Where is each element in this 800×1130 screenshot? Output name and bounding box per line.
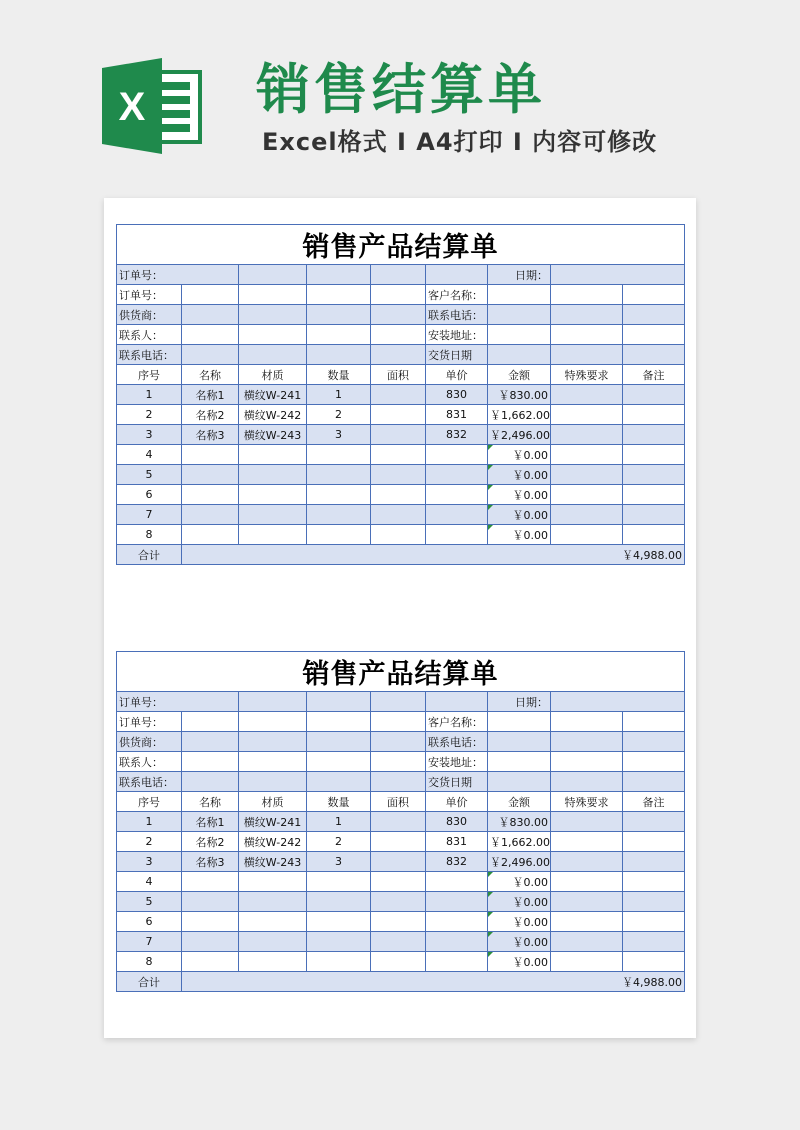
- row-special[interactable]: [551, 485, 623, 505]
- row-no: 8: [117, 952, 182, 972]
- order-no-cell[interactable]: [426, 692, 488, 712]
- row-area[interactable]: [371, 832, 426, 852]
- settlement-form-1: [116, 224, 684, 565]
- info-right-label: 安装地址：: [426, 325, 488, 345]
- col-header-remark: 备注: [623, 792, 685, 812]
- row-price[interactable]: 832: [426, 425, 488, 445]
- order-no-label: 订单号：: [117, 692, 239, 712]
- order-no-cell[interactable]: [307, 265, 371, 285]
- row-material[interactable]: [239, 932, 307, 952]
- total-value: ￥4,988.00: [182, 545, 685, 565]
- row-no: 6: [117, 912, 182, 932]
- row-price[interactable]: [426, 525, 488, 545]
- info-cell[interactable]: [239, 712, 307, 732]
- total-row: [117, 545, 685, 565]
- row-area[interactable]: [371, 465, 426, 485]
- order-no-cell[interactable]: [239, 692, 307, 712]
- row-area[interactable]: [371, 932, 426, 952]
- info-right-label: 联系电话：: [426, 732, 488, 752]
- row-price[interactable]: [426, 445, 488, 465]
- row-special[interactable]: [551, 465, 623, 485]
- row-special[interactable]: [551, 892, 623, 912]
- row-remark[interactable]: [623, 912, 685, 932]
- row-special[interactable]: [551, 872, 623, 892]
- row-no: 8: [117, 525, 182, 545]
- info-cell[interactable]: [307, 772, 371, 792]
- info-cell[interactable]: [239, 305, 307, 325]
- row-area[interactable]: [371, 952, 426, 972]
- info-cell[interactable]: [371, 732, 426, 752]
- info-cell[interactable]: [623, 285, 685, 305]
- row-remark[interactable]: [623, 425, 685, 445]
- info-cell[interactable]: [488, 772, 551, 792]
- info-cell[interactable]: [307, 752, 371, 772]
- row-no: 2: [117, 832, 182, 852]
- info-cell[interactable]: [182, 732, 239, 752]
- info-cell[interactable]: [371, 772, 426, 792]
- info-cell[interactable]: [239, 345, 307, 365]
- order-no-cell[interactable]: [371, 692, 426, 712]
- info-cell[interactable]: [551, 325, 623, 345]
- row-qty[interactable]: 1: [307, 812, 371, 832]
- row-name[interactable]: [182, 872, 239, 892]
- col-header-name: 名称: [182, 365, 239, 385]
- info-cell[interactable]: [488, 732, 551, 752]
- row-no: 2: [117, 405, 182, 425]
- row-name[interactable]: [182, 912, 239, 932]
- row-special[interactable]: [551, 505, 623, 525]
- row-qty[interactable]: [307, 525, 371, 545]
- row-amount: ￥830.00: [488, 812, 551, 832]
- column-header-row: [117, 792, 685, 812]
- info-cell[interactable]: [551, 285, 623, 305]
- date-value-cell[interactable]: [551, 265, 685, 285]
- row-qty[interactable]: [307, 465, 371, 485]
- row-area[interactable]: [371, 505, 426, 525]
- row-name[interactable]: [182, 932, 239, 952]
- info-cell[interactable]: [488, 712, 551, 732]
- row-material[interactable]: [239, 525, 307, 545]
- info-cell[interactable]: [623, 732, 685, 752]
- row-remark[interactable]: [623, 525, 685, 545]
- row-amount: ￥0.00: [488, 872, 551, 892]
- info-cell[interactable]: [239, 752, 307, 772]
- row-remark[interactable]: [623, 812, 685, 832]
- row-name[interactable]: [182, 525, 239, 545]
- row-area[interactable]: [371, 385, 426, 405]
- col-header-qty: 数量: [307, 792, 371, 812]
- info-left-label: 订单号：: [117, 712, 182, 732]
- info-right-label: 联系电话：: [426, 305, 488, 325]
- table-row: [117, 852, 685, 872]
- row-material[interactable]: [239, 912, 307, 932]
- row-amount: ￥1,662.00: [488, 405, 551, 425]
- banner-title: 销售结算单: [256, 58, 546, 121]
- row-special[interactable]: [551, 525, 623, 545]
- document-sheet: [104, 198, 696, 1038]
- info-cell[interactable]: [371, 305, 426, 325]
- table-row: [117, 405, 685, 425]
- col-header-no: 序号: [117, 792, 182, 812]
- info-left-label: 联系人：: [117, 752, 182, 772]
- info-cell[interactable]: [488, 752, 551, 772]
- table-row: [117, 872, 685, 892]
- total-label: 合计: [117, 545, 182, 565]
- info-cell[interactable]: [239, 732, 307, 752]
- table-row: [117, 445, 685, 465]
- info-cell[interactable]: [371, 712, 426, 732]
- table-row: [117, 465, 685, 485]
- table-row: [117, 952, 685, 972]
- row-no: 5: [117, 465, 182, 485]
- info-cell[interactable]: [182, 345, 239, 365]
- info-cell[interactable]: [182, 752, 239, 772]
- row-price[interactable]: 832: [426, 852, 488, 872]
- date-label: 日期：: [488, 265, 551, 285]
- row-price[interactable]: [426, 872, 488, 892]
- col-header-special: 特殊要求: [551, 365, 623, 385]
- row-name[interactable]: 名称3: [182, 425, 239, 445]
- row-price[interactable]: 831: [426, 405, 488, 425]
- info-cell[interactable]: [182, 712, 239, 732]
- info-cell[interactable]: [551, 305, 623, 325]
- row-area[interactable]: [371, 812, 426, 832]
- table-row: [117, 912, 685, 932]
- form-title: 销售产品结算单: [117, 225, 685, 265]
- info-cell[interactable]: [623, 305, 685, 325]
- row-material[interactable]: 横纹W-243: [239, 852, 307, 872]
- info-cell[interactable]: [239, 772, 307, 792]
- info-cell[interactable]: [307, 732, 371, 752]
- row-area[interactable]: [371, 892, 426, 912]
- row-remark[interactable]: [623, 485, 685, 505]
- col-header-area: 面积: [371, 365, 426, 385]
- table-row: [117, 505, 685, 525]
- info-right-label: 客户名称：: [426, 285, 488, 305]
- row-price[interactable]: [426, 912, 488, 932]
- info-cell[interactable]: [551, 772, 623, 792]
- row-name[interactable]: [182, 445, 239, 465]
- row-remark[interactable]: [623, 505, 685, 525]
- info-cell[interactable]: [488, 305, 551, 325]
- row-special[interactable]: [551, 385, 623, 405]
- info-left-label: 供货商：: [117, 305, 182, 325]
- row-amount: ￥0.00: [488, 485, 551, 505]
- total-label: 合计: [117, 972, 182, 992]
- info-cell[interactable]: [623, 345, 685, 365]
- info-right-label: 安装地址：: [426, 752, 488, 772]
- info-left-label: 联系电话：: [117, 772, 182, 792]
- row-price[interactable]: [426, 485, 488, 505]
- info-cell[interactable]: [371, 325, 426, 345]
- col-header-name: 名称: [182, 792, 239, 812]
- row-no: 1: [117, 812, 182, 832]
- row-amount: ￥0.00: [488, 525, 551, 545]
- row-qty[interactable]: 2: [307, 832, 371, 852]
- row-name[interactable]: [182, 505, 239, 525]
- info-left-label: 供货商：: [117, 732, 182, 752]
- svg-text:X: X: [118, 85, 146, 129]
- row-special[interactable]: [551, 812, 623, 832]
- info-cell[interactable]: [182, 305, 239, 325]
- row-remark[interactable]: [623, 385, 685, 405]
- row-remark[interactable]: [623, 932, 685, 952]
- excel-icon: [100, 58, 204, 154]
- row-material[interactable]: 横纹W-242: [239, 405, 307, 425]
- row-amount: ￥0.00: [488, 505, 551, 525]
- row-special[interactable]: [551, 932, 623, 952]
- info-cell[interactable]: [182, 285, 239, 305]
- row-qty[interactable]: [307, 912, 371, 932]
- col-header-amount: 金额: [488, 792, 551, 812]
- row-amount: ￥2,496.00: [488, 425, 551, 445]
- row-special[interactable]: [551, 952, 623, 972]
- row-area[interactable]: [371, 872, 426, 892]
- info-cell[interactable]: [307, 712, 371, 732]
- row-qty[interactable]: 3: [307, 852, 371, 872]
- row-material[interactable]: [239, 445, 307, 465]
- date-value-cell[interactable]: [551, 692, 685, 712]
- row-special[interactable]: [551, 445, 623, 465]
- total-row: [117, 972, 685, 992]
- row-qty[interactable]: [307, 952, 371, 972]
- row-price[interactable]: 830: [426, 812, 488, 832]
- info-cell[interactable]: [551, 345, 623, 365]
- row-material[interactable]: [239, 892, 307, 912]
- info-cell[interactable]: [488, 285, 551, 305]
- row-name[interactable]: [182, 892, 239, 912]
- row-price[interactable]: [426, 952, 488, 972]
- row-special[interactable]: [551, 425, 623, 445]
- col-header-material: 材质: [239, 792, 307, 812]
- template-banner: [0, 0, 800, 190]
- info-right-label: 客户名称：: [426, 712, 488, 732]
- info-cell[interactable]: [623, 712, 685, 732]
- settlement-table: [116, 651, 685, 992]
- row-amount: ￥0.00: [488, 952, 551, 972]
- row-remark[interactable]: [623, 832, 685, 852]
- row-qty[interactable]: [307, 932, 371, 952]
- info-cell[interactable]: [488, 345, 551, 365]
- row-area[interactable]: [371, 525, 426, 545]
- table-row: [117, 385, 685, 405]
- row-qty[interactable]: 2: [307, 405, 371, 425]
- row-no: 3: [117, 425, 182, 445]
- info-cell[interactable]: [239, 325, 307, 345]
- info-cell[interactable]: [307, 325, 371, 345]
- row-qty[interactable]: [307, 445, 371, 465]
- row-price[interactable]: [426, 465, 488, 485]
- row-material[interactable]: [239, 505, 307, 525]
- row-price[interactable]: 830: [426, 385, 488, 405]
- table-row: [117, 525, 685, 545]
- row-material[interactable]: 横纹W-242: [239, 832, 307, 852]
- row-name[interactable]: 名称1: [182, 812, 239, 832]
- settlement-form-2: [116, 651, 684, 992]
- row-amount: ￥1,662.00: [488, 832, 551, 852]
- row-remark[interactable]: [623, 872, 685, 892]
- info-cell[interactable]: [551, 712, 623, 732]
- col-header-no: 序号: [117, 365, 182, 385]
- row-name[interactable]: 名称2: [182, 832, 239, 852]
- table-row: [117, 485, 685, 505]
- row-name[interactable]: 名称2: [182, 405, 239, 425]
- row-remark[interactable]: [623, 465, 685, 485]
- row-remark[interactable]: [623, 892, 685, 912]
- row-amount: ￥0.00: [488, 445, 551, 465]
- row-amount: ￥2,496.00: [488, 852, 551, 872]
- banner-subtitle: Excel格式 I A4打印 I 内容可修改: [262, 128, 658, 156]
- row-qty[interactable]: [307, 892, 371, 912]
- row-no: 6: [117, 485, 182, 505]
- col-header-remark: 备注: [623, 365, 685, 385]
- table-row: [117, 892, 685, 912]
- order-no-label: 订单号：: [117, 265, 239, 285]
- row-price[interactable]: [426, 932, 488, 952]
- row-area[interactable]: [371, 485, 426, 505]
- info-cell[interactable]: [371, 752, 426, 772]
- info-cell[interactable]: [182, 325, 239, 345]
- row-no: 7: [117, 505, 182, 525]
- settlement-table: [116, 224, 685, 565]
- date-label: 日期：: [488, 692, 551, 712]
- table-row: [117, 812, 685, 832]
- row-area[interactable]: [371, 445, 426, 465]
- row-remark[interactable]: [623, 405, 685, 425]
- col-header-material: 材质: [239, 365, 307, 385]
- order-no-cell[interactable]: [371, 265, 426, 285]
- row-name[interactable]: [182, 952, 239, 972]
- row-name[interactable]: [182, 465, 239, 485]
- row-area[interactable]: [371, 852, 426, 872]
- info-cell[interactable]: [307, 285, 371, 305]
- col-header-price: 单价: [426, 792, 488, 812]
- row-no: 4: [117, 445, 182, 465]
- row-no: 1: [117, 385, 182, 405]
- form-title: 销售产品结算单: [117, 652, 685, 692]
- info-left-label: 联系人：: [117, 325, 182, 345]
- row-qty[interactable]: [307, 872, 371, 892]
- info-cell[interactable]: [371, 345, 426, 365]
- order-no-cell[interactable]: [307, 692, 371, 712]
- info-cell[interactable]: [623, 752, 685, 772]
- table-row: [117, 832, 685, 852]
- info-right-label: 交货日期: [426, 345, 488, 365]
- column-header-row: [117, 365, 685, 385]
- col-header-qty: 数量: [307, 365, 371, 385]
- info-cell[interactable]: [488, 325, 551, 345]
- row-qty[interactable]: 3: [307, 425, 371, 445]
- info-cell[interactable]: [551, 732, 623, 752]
- info-left-label: 联系电话：: [117, 345, 182, 365]
- row-special[interactable]: [551, 912, 623, 932]
- row-name[interactable]: [182, 485, 239, 505]
- info-cell[interactable]: [239, 285, 307, 305]
- col-header-special: 特殊要求: [551, 792, 623, 812]
- order-no-cell[interactable]: [239, 265, 307, 285]
- row-amount: ￥0.00: [488, 465, 551, 485]
- info-cell[interactable]: [371, 285, 426, 305]
- row-amount: ￥0.00: [488, 892, 551, 912]
- row-special[interactable]: [551, 832, 623, 852]
- row-qty[interactable]: [307, 485, 371, 505]
- row-amount: ￥0.00: [488, 932, 551, 952]
- col-header-price: 单价: [426, 365, 488, 385]
- row-material[interactable]: [239, 465, 307, 485]
- row-amount: ￥830.00: [488, 385, 551, 405]
- row-material[interactable]: 横纹W-243: [239, 425, 307, 445]
- info-cell[interactable]: [551, 752, 623, 772]
- row-no: 3: [117, 852, 182, 872]
- info-cell[interactable]: [623, 325, 685, 345]
- row-remark[interactable]: [623, 852, 685, 872]
- row-area[interactable]: [371, 912, 426, 932]
- row-material[interactable]: 横纹W-241: [239, 812, 307, 832]
- row-special[interactable]: [551, 852, 623, 872]
- row-no: 4: [117, 872, 182, 892]
- info-cell[interactable]: [307, 345, 371, 365]
- row-material[interactable]: 横纹W-241: [239, 385, 307, 405]
- row-material[interactable]: [239, 485, 307, 505]
- table-row: [117, 425, 685, 445]
- row-remark[interactable]: [623, 445, 685, 465]
- row-no: 5: [117, 892, 182, 912]
- info-right-label: 交货日期: [426, 772, 488, 792]
- row-amount: ￥0.00: [488, 912, 551, 932]
- col-header-area: 面积: [371, 792, 426, 812]
- col-header-amount: 金额: [488, 365, 551, 385]
- row-area[interactable]: [371, 425, 426, 445]
- info-cell[interactable]: [307, 305, 371, 325]
- row-material[interactable]: [239, 952, 307, 972]
- order-no-cell[interactable]: [426, 265, 488, 285]
- row-price[interactable]: [426, 892, 488, 912]
- info-cell[interactable]: [182, 772, 239, 792]
- info-left-label: 订单号：: [117, 285, 182, 305]
- row-price[interactable]: 831: [426, 832, 488, 852]
- row-name[interactable]: 名称1: [182, 385, 239, 405]
- row-remark[interactable]: [623, 952, 685, 972]
- row-qty[interactable]: 1: [307, 385, 371, 405]
- table-row: [117, 932, 685, 952]
- row-special[interactable]: [551, 405, 623, 425]
- row-area[interactable]: [371, 405, 426, 425]
- row-name[interactable]: 名称3: [182, 852, 239, 872]
- total-value: ￥4,988.00: [182, 972, 685, 992]
- row-no: 7: [117, 932, 182, 952]
- info-cell[interactable]: [623, 772, 685, 792]
- row-qty[interactable]: [307, 505, 371, 525]
- row-price[interactable]: [426, 505, 488, 525]
- row-material[interactable]: [239, 872, 307, 892]
